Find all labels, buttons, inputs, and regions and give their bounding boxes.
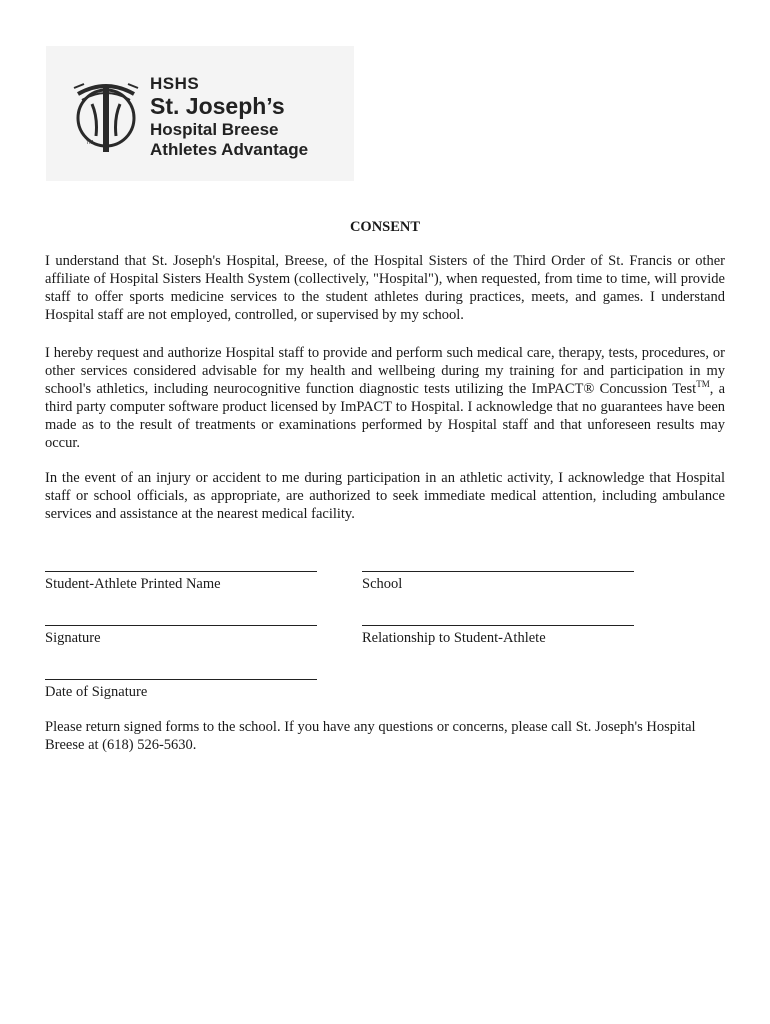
paragraph-return-instructions: Please return signed forms to the school. If you have any questions or concerns, please call St. Joseph's Hospital Breese at (618) 526-5630. [45,719,696,753]
logo [46,46,354,181]
paragraph-authorization-part2: , a third party computer software product licensed by ImPACT to Hospital. I acknowledge that no guarantees have been made as to the result of treatments or examinations performed by Hospital staff and that unforeseen results may occur. [45,381,726,451]
logo-line-program: Athletes Advantage [150,140,309,159]
paragraph-emergency: In the event of an injury or accident to me during participation in an athletic activity, I acknowledge that Hospital staff or school officials, as appropriate, are authorized to seek immediate medical attention, including ambulance services and assistance at the nearest medical facility. [45,470,725,522]
paragraph-authorization-part1: I hereby request and authorize Hospital staff to provide and perform such medical care, therapy, tests, procedures, or other services considered advisable for my health and wellbeing during my training for and participation in my school's athletics, including neurocognitive function diagnostic tests utilizing the ImPACT® Concussion Test [45,345,725,397]
trademark-superscript: TM [696,379,710,390]
relationship-line[interactable] [362,625,634,626]
logo-name: St. Joseph’s [150,93,285,119]
school-label: School [362,576,403,592]
document-title: CONSENT [349,219,421,235]
student-name-line[interactable] [45,571,317,572]
date-label: Date of Signature [45,684,148,700]
school-line[interactable] [362,571,634,572]
signature-line[interactable] [45,625,317,626]
date-line[interactable] [45,679,317,680]
signature-label: Signature [45,630,101,646]
logo-line-hospital: Hospital Breese [150,120,279,139]
logo-trademark: TM [86,140,94,146]
paragraph-services: I understand that St. Joseph's Hospital, Breese, of the Hospital Sisters of the Third Order of St. Francis or other affiliate of Hospital Sisters Health System (collectively, "Hospital"), when requested, from time to time, will provide staff to offer sports medicine services to the student athletes during practices, meets, and games. I understand Hospital staff are not employed, controlled, or supervised by my school. [45,253,725,323]
logo-wordmark [150,75,308,158]
student-name-label: Student-Athlete Printed Name [45,576,221,592]
relationship-label: Relationship to Student-Athlete [362,630,546,646]
tau-cross-logo-icon [72,74,140,154]
logo-org: HSHS [150,74,200,93]
paragraph-authorization [45,344,725,452]
